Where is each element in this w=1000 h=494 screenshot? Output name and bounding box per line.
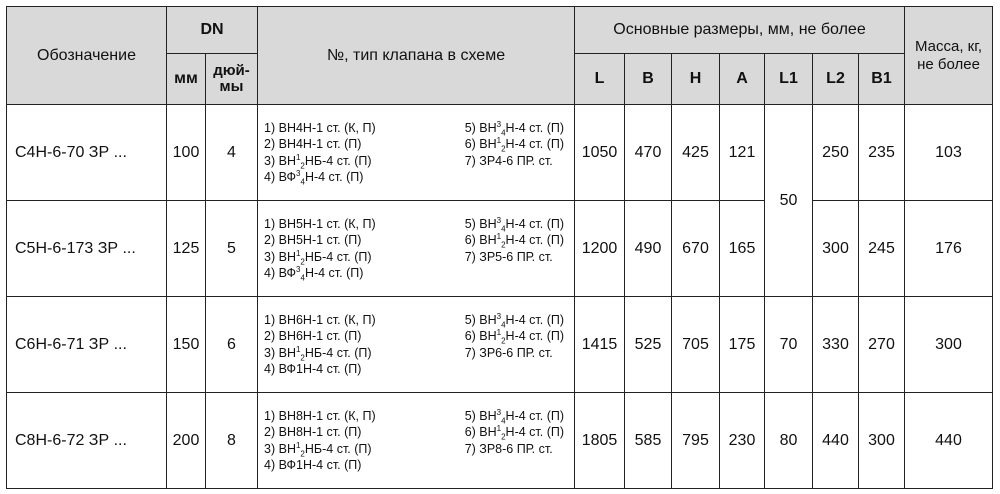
header-dn-mm: мм bbox=[167, 54, 206, 105]
valve-list bbox=[264, 408, 570, 474]
valve-text: 6) ВН bbox=[464, 233, 497, 247]
fraction-numerator: 1 bbox=[295, 152, 301, 162]
cell-dn-inch: 4 bbox=[206, 105, 258, 201]
valve-text-suffix: Н-4 ст. (П) bbox=[505, 137, 565, 151]
fraction-numerator: 1 bbox=[496, 423, 502, 433]
valve-text: 1) ВН8Н-1 ст. (К, П) bbox=[264, 408, 376, 423]
valve-item bbox=[465, 153, 564, 170]
cell-dim-H: 670 bbox=[672, 201, 720, 297]
fraction-denominator: 4 bbox=[501, 224, 506, 233]
valve-text-suffix: Н-4 ст. (П) bbox=[304, 266, 364, 280]
cell-dim-B: 490 bbox=[625, 201, 672, 297]
valve-item bbox=[465, 120, 564, 137]
valve-text: 1) ВН4Н-1 ст. (К, П) bbox=[264, 120, 376, 135]
cell-dn-mm: 200 bbox=[167, 393, 206, 489]
valve-item bbox=[465, 312, 564, 329]
valve-list bbox=[264, 120, 570, 186]
cell-dn-inch: 8 bbox=[206, 393, 258, 489]
header-dn-inch-text: дюй-мы bbox=[213, 62, 250, 95]
cell-dim-B: 470 bbox=[625, 105, 672, 201]
cell-mass: 300 bbox=[905, 297, 993, 393]
valve-text: 2) ВН6Н-1 ст. (П) bbox=[264, 329, 362, 343]
fraction-denominator: 4 bbox=[300, 273, 305, 283]
valve-text-suffix: Н-4 ст. (П) bbox=[505, 312, 565, 327]
header-mass bbox=[905, 7, 993, 105]
valve-text-suffix: НБ-4 ст. (П) bbox=[304, 345, 372, 360]
cell-designation: С5Н-6-173 ЗР ... bbox=[7, 201, 167, 297]
header-dim-H: H bbox=[672, 54, 720, 105]
valve-item bbox=[465, 232, 564, 249]
valve-list-left bbox=[264, 312, 376, 378]
valve-list-right bbox=[465, 120, 564, 186]
valve-item bbox=[264, 441, 376, 458]
valve-text-suffix: НБ-4 ст. (П) bbox=[304, 249, 372, 264]
valve-item bbox=[465, 249, 564, 266]
valve-list-right bbox=[465, 312, 564, 378]
cell-valves bbox=[258, 393, 575, 489]
valve-list-right bbox=[465, 408, 564, 474]
valve-item bbox=[264, 136, 376, 153]
cell-valves bbox=[258, 201, 575, 297]
valve-list bbox=[264, 312, 570, 378]
cell-dn-mm: 100 bbox=[167, 105, 206, 201]
spec-table-container bbox=[6, 6, 993, 489]
cell-dim-L: 1200 bbox=[575, 201, 625, 297]
cell-dim-L: 1805 bbox=[575, 393, 625, 489]
valve-item bbox=[264, 249, 376, 266]
cell-dim-L1: 70 bbox=[765, 297, 813, 393]
cell-designation: С8Н-6-72 ЗР ... bbox=[7, 393, 167, 489]
fraction-numerator: 1 bbox=[496, 231, 502, 241]
cell-dim-L: 1050 bbox=[575, 105, 625, 201]
valve-item bbox=[465, 408, 564, 425]
valve-text: 7) ЗР4-6 ПР. ст. bbox=[464, 153, 553, 168]
valve-item bbox=[465, 441, 564, 458]
fraction-denominator: 2 bbox=[300, 257, 305, 266]
cell-dn-mm: 150 bbox=[167, 297, 206, 393]
valve-item bbox=[264, 265, 376, 282]
cell-dim-A: 121 bbox=[720, 105, 765, 201]
valve-text-suffix: Н-4 ст. (П) bbox=[505, 216, 565, 231]
header-designation: Обозначение bbox=[7, 7, 167, 105]
valve-item bbox=[264, 408, 376, 425]
header-dim-A: A bbox=[720, 54, 765, 105]
valve-list-left bbox=[264, 408, 376, 474]
cell-designation: С6Н-6-71 ЗР ... bbox=[7, 297, 167, 393]
table-row bbox=[7, 297, 993, 393]
fraction-denominator: 4 bbox=[501, 128, 506, 137]
valve-text-suffix: Н-4 ст. (П) bbox=[505, 408, 565, 423]
cell-mass: 440 bbox=[905, 393, 993, 489]
valve-item bbox=[465, 216, 564, 233]
valve-text-suffix: Н-4 ст. (П) bbox=[505, 233, 565, 247]
fraction-denominator: 2 bbox=[501, 432, 506, 442]
valve-text: 6) ВН bbox=[464, 137, 497, 151]
valve-text: 4) ВФ bbox=[264, 266, 297, 280]
valve-item bbox=[264, 312, 376, 329]
cell-dim-A: 175 bbox=[720, 297, 765, 393]
valve-text: 1) ВН6Н-1 ст. (К, П) bbox=[264, 312, 376, 327]
header-dim-B1: B1 bbox=[859, 54, 905, 105]
cell-dn-mm: 125 bbox=[167, 201, 206, 297]
valve-text-suffix: Н-4 ст. (П) bbox=[505, 120, 565, 135]
cell-dim-A: 230 bbox=[720, 393, 765, 489]
valve-item bbox=[264, 457, 376, 474]
header-valves: №, тип клапана в схеме bbox=[258, 7, 575, 105]
cell-valves bbox=[258, 297, 575, 393]
header-dim-B: B bbox=[625, 54, 672, 105]
header-dimensions: Основные размеры, мм, не более bbox=[575, 7, 905, 54]
cell-dim-L: 1415 bbox=[575, 297, 625, 393]
fraction-numerator: 1 bbox=[496, 135, 502, 145]
table-row bbox=[7, 393, 993, 489]
valve-item bbox=[264, 232, 376, 249]
cell-dn-inch: 5 bbox=[206, 201, 258, 297]
valve-text: 2) ВН4Н-1 ст. (П) bbox=[264, 137, 362, 151]
valve-item bbox=[264, 153, 376, 170]
fraction-denominator: 2 bbox=[501, 336, 506, 346]
fraction-denominator: 2 bbox=[501, 144, 506, 154]
valve-list-right bbox=[465, 216, 564, 282]
valve-item bbox=[264, 424, 376, 441]
fraction-numerator: 3 bbox=[496, 311, 502, 321]
valve-item bbox=[264, 345, 376, 362]
valve-text: 7) ЗР5-6 ПР. ст. bbox=[464, 249, 553, 264]
valve-item bbox=[465, 345, 564, 362]
valve-text: 4) ВФ1Н-4 ст. (П) bbox=[264, 362, 362, 376]
cell-dim-L1: 80 bbox=[765, 393, 813, 489]
valve-text: 7) ЗР8-6 ПР. ст. bbox=[464, 441, 553, 456]
header-dim-L: L bbox=[575, 54, 625, 105]
table-row bbox=[7, 201, 993, 297]
cell-dim-B: 525 bbox=[625, 297, 672, 393]
header-dn-inch bbox=[206, 54, 258, 105]
valve-text: 4) ВФ bbox=[264, 170, 297, 184]
fraction-denominator: 2 bbox=[501, 240, 506, 250]
fraction-denominator: 4 bbox=[300, 177, 305, 187]
cell-dim-L2: 300 bbox=[813, 201, 859, 297]
fraction-denominator: 2 bbox=[300, 161, 305, 170]
cell-dim-B1: 300 bbox=[859, 393, 905, 489]
fraction-numerator: 3 bbox=[496, 215, 502, 225]
valve-text: 7) ЗР6-6 ПР. ст. bbox=[464, 345, 553, 360]
valve-text-suffix: НБ-4 ст. (П) bbox=[304, 153, 372, 168]
valve-item bbox=[465, 136, 564, 153]
fraction-denominator: 2 bbox=[300, 353, 305, 362]
fraction-numerator: 3 bbox=[496, 119, 502, 129]
valve-block-spec-table bbox=[6, 6, 993, 489]
fraction-numerator: 3 bbox=[496, 407, 502, 417]
cell-dim-B1: 245 bbox=[859, 201, 905, 297]
valve-item bbox=[264, 216, 376, 233]
table-row bbox=[7, 105, 993, 201]
valve-text-suffix: Н-4 ст. (П) bbox=[505, 425, 565, 439]
valve-text: 3) ВН bbox=[264, 153, 296, 168]
valve-text: 3) ВН bbox=[264, 345, 296, 360]
valve-text: 3) ВН bbox=[264, 249, 296, 264]
header-mass-text: Масса, кг, не более bbox=[914, 37, 983, 73]
fraction-numerator: 3 bbox=[296, 168, 301, 178]
valve-text: 6) ВН bbox=[464, 329, 497, 343]
valve-text-suffix: Н-4 ст. (П) bbox=[304, 170, 364, 184]
cell-dim-B1: 235 bbox=[859, 105, 905, 201]
cell-mass: 103 bbox=[905, 105, 993, 201]
valve-text: 2) ВН8Н-1 ст. (П) bbox=[264, 425, 362, 439]
valve-list-left bbox=[264, 120, 376, 186]
valve-text: 2) ВН5Н-1 ст. (П) bbox=[264, 233, 362, 247]
valve-text: 5) ВН bbox=[464, 120, 497, 135]
fraction-numerator: 3 bbox=[296, 264, 301, 274]
cell-dn-inch: 6 bbox=[206, 297, 258, 393]
fraction-denominator: 2 bbox=[300, 449, 305, 458]
valve-item bbox=[465, 328, 564, 345]
table-body bbox=[7, 105, 993, 489]
header-dim-L2: L2 bbox=[813, 54, 859, 105]
fraction-numerator: 1 bbox=[496, 327, 502, 337]
cell-dim-L2: 440 bbox=[813, 393, 859, 489]
cell-dim-B: 585 bbox=[625, 393, 672, 489]
fraction-denominator: 4 bbox=[501, 416, 506, 425]
cell-dim-A: 165 bbox=[720, 201, 765, 297]
cell-dim-H: 705 bbox=[672, 297, 720, 393]
cell-designation: С4Н-6-70 ЗР ... bbox=[7, 105, 167, 201]
valve-item bbox=[264, 169, 376, 186]
valve-text: 6) ВН bbox=[464, 425, 497, 439]
fraction-numerator: 1 bbox=[295, 440, 301, 450]
valve-text: 5) ВН bbox=[464, 408, 497, 423]
header-dim-L1: L1 bbox=[765, 54, 813, 105]
fraction-numerator: 1 bbox=[295, 344, 301, 354]
cell-dim-H: 795 bbox=[672, 393, 720, 489]
valve-text-suffix: Н-4 ст. (П) bbox=[505, 329, 565, 343]
valve-item bbox=[264, 120, 376, 137]
cell-valves bbox=[258, 105, 575, 201]
valve-text: 1) ВН5Н-1 ст. (К, П) bbox=[264, 216, 376, 231]
valve-item bbox=[465, 424, 564, 441]
valve-list-left bbox=[264, 216, 376, 282]
valve-text-suffix: НБ-4 ст. (П) bbox=[304, 441, 372, 456]
cell-dim-L2: 250 bbox=[813, 105, 859, 201]
valve-list bbox=[264, 216, 570, 282]
valve-item bbox=[264, 361, 376, 378]
valve-text: 4) ВФ1Н-4 ст. (П) bbox=[264, 458, 362, 472]
cell-dim-H: 425 bbox=[672, 105, 720, 201]
fraction-numerator: 1 bbox=[295, 248, 301, 258]
cell-dim-L2: 330 bbox=[813, 297, 859, 393]
cell-mass: 176 bbox=[905, 201, 993, 297]
valve-text: 5) ВН bbox=[464, 312, 497, 327]
valve-text: 3) ВН bbox=[264, 441, 296, 456]
valve-text: 5) ВН bbox=[464, 216, 497, 231]
header-dn: DN bbox=[167, 7, 258, 54]
cell-dim-B1: 270 bbox=[859, 297, 905, 393]
valve-item bbox=[264, 328, 376, 345]
cell-dim-L1-merged: 50 bbox=[765, 105, 813, 297]
fraction-denominator: 4 bbox=[501, 320, 506, 329]
